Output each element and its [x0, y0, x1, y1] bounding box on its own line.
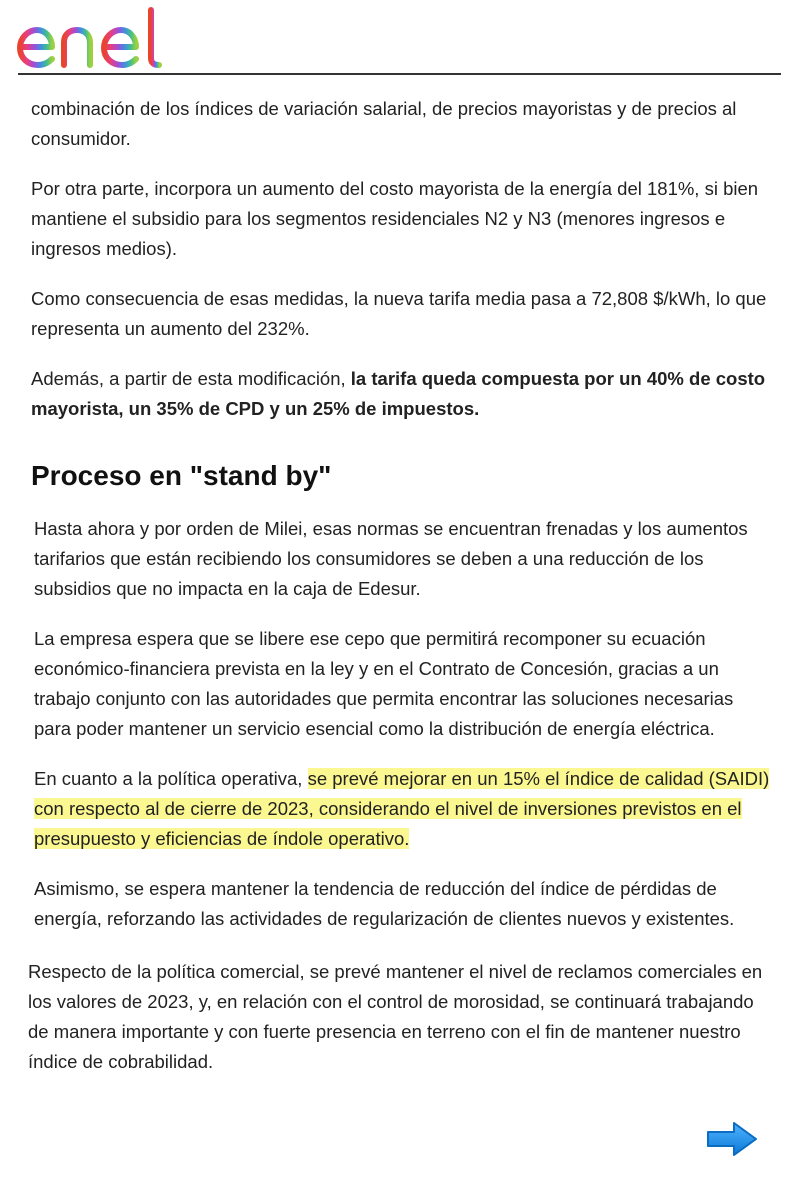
highlighted-text: se prevé mejorar en un 15% el índice de calidad (SAIDI) con respecto al de cierre de 2023, considerando el nivel de inversiones previstos en el presupuesto y eficiencias de índole operativo. [34, 768, 770, 849]
paragraph-wholesale-cost: Por otra parte, incorpora un aumento del costo mayorista de la energía del 181%, si bien mantiene el subsidio para los segmentos residenciales N2 y N3 (menores ingresos e ingresos medios). [31, 178, 759, 259]
paragraph-energy-losses: Asimismo, se espera mantener la tendencia de reducción del índice de pérdidas de energía, reforzando las actividades de regularización de clientes nuevos y existentes. [34, 878, 735, 929]
operational-policy-lead: En cuanto a la política operativa, [34, 768, 308, 789]
paragraph-milei-order: Hasta ahora y por orden de Milei, esas normas se encuentran frenadas y los aumentos tarifarios que están recibiendo los consumidores se deben a una reducción de los subsidios que no impacta en la caja de Edesur. [34, 518, 748, 599]
tariff-composition-bold: la tarifa queda compuesta por un 40% de costo mayorista, un 35% de CPD y un 25% de impuestos. [31, 368, 766, 419]
header [0, 0, 800, 76]
paragraph-salary-index: combinación de los índices de variación salarial, de precios mayoristas y de precios al consumidor. [31, 98, 737, 149]
paragraph-operational-policy [34, 764, 774, 854]
paragraph-average-tariff: Como consecuencia de esas medidas, la nueva tarifa media pasa a 72,808 $/kWh, lo que representa un aumento del 232%. [31, 288, 767, 339]
paragraph-tariff-composition [31, 364, 771, 424]
paragraph-company-expectation: La empresa espera que se libere ese cepo que permitirá recomponer su ecuación económico-financiera prevista en la ley y en el Contrato de Concesión, gracias a un trabajo conjunto con las autoridades que permita encontrar las soluciones necesarias para poder mantener un servicio esencial como la distribución de energía eléctrica. [34, 628, 734, 739]
section-heading: Proceso en "stand by" [31, 460, 332, 491]
paragraph-commercial-policy: Respecto de la política comercial, se prevé mantener el nivel de reclamos comerciales en los valores de 2023, y, en relación con el control de morosidad, se continuará trabajando de manera importante y con fuerte presencia en terreno con el fin de mantener nuestro índice de cobrabilidad. [28, 961, 763, 1072]
tariff-composition-lead: Además, a partir de esta modificación, [31, 368, 351, 389]
right-arrow-icon[interactable] [704, 1120, 760, 1158]
header-divider [18, 73, 781, 75]
enel-logo[interactable] [14, 6, 180, 68]
